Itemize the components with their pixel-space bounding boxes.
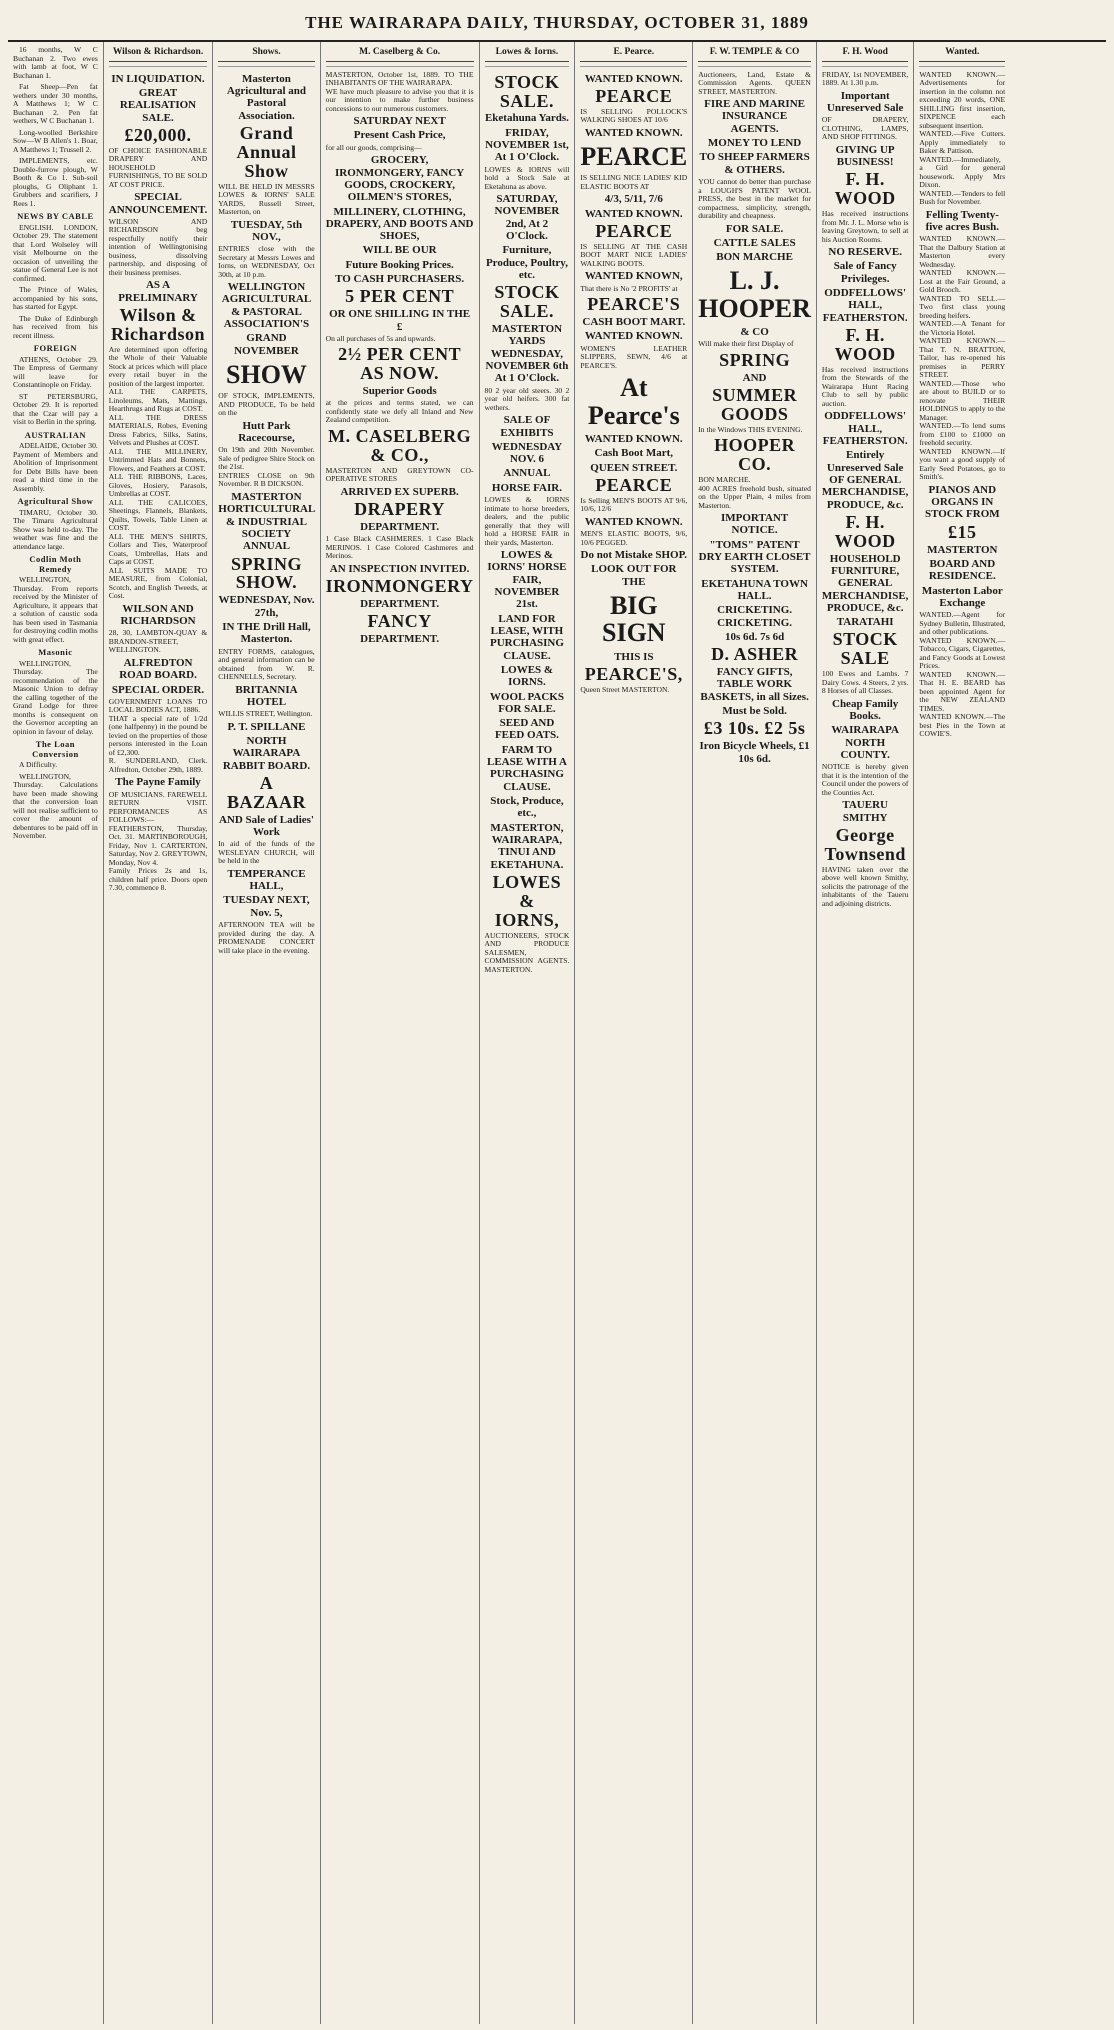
ad-line-mid: THIS IS (614, 650, 654, 663)
ad-line-body: LOWES & IORNS intimate to horse breeders, dealers, and the public generally that they will hold a HORSE FAIR in their yards, Masterton. (484, 495, 570, 547)
ad-line-mid: ARRIVED EX SUPERB. (340, 485, 459, 498)
ad-line-body: WANTED.—Five Cutters. Apply immediately to Baker & Pattison. (919, 129, 1006, 156)
ad-line-big: PEARCE'S (587, 294, 681, 315)
ad-line-body: ALL THE CALICOES, Sheetings, Flannels, Blankets, Quilts, Towels, Table Linen at COST. (108, 497, 208, 533)
article-paragraph: 16 months, W C Buchanan 2. Two ewes with lamb at foot, W C Buchanan 1. (13, 45, 98, 80)
ad-line-mid: FOR SALE. (725, 222, 784, 235)
article-heading: Codlin Moth Remedy (29, 554, 82, 574)
ad-line-body: IS SELLING NICE LADIES' KID ELASTIC BOOTS AT (580, 173, 688, 191)
news-article (13, 497, 98, 551)
ad-line-body: OF MUSICIANS. FAREWELL RETURN VISIT. PERFORMANCES AS FOLLOWS:— FEATHERSTON, Thursday, Oct. 31. MARTINBOROUGH, Friday, Nov 1. CARTERTON, Saturday, Nov 2. GREYTOWN, Monday, Nov 4. (108, 789, 208, 867)
ad-line-mid: 4/3, 5/11, 7/6 (604, 193, 663, 206)
ad-line-body: WANTED KNOWN.—The best Pies in the Town at COWIE'S. (919, 712, 1006, 739)
column-5 (480, 42, 576, 2024)
ad-line-body: WILL BE HELD IN MESSRS LOWES & IORNS' SALE YARDS, Russell Street, Masterton, on (218, 181, 315, 217)
ad-line-mid: LOWES & IORNS. (500, 663, 554, 689)
ad-line-body: Is Selling MEN'S BOOTS AT 9/6, 10/6, 12/6 (580, 495, 688, 514)
ad-line-mid: GRAND NOVEMBER (234, 332, 299, 357)
advertisement (698, 66, 811, 771)
ad-line-mid: Do not Mistake SHOP. (580, 549, 688, 562)
ad-line-mid: ODDFELLOWS' HALL, FEATHERSTON. (822, 410, 908, 447)
ad-line-mid: CASH BOOT MART. (582, 316, 686, 329)
ad-line-body: Family Prices 2s and 1s, children half price. Doors open 7.30, commence 8. (108, 866, 208, 893)
ad-line-body: WANTED KNOWN.—That the Dalbury Station at Masterton every Wednesday. (919, 234, 1006, 269)
ad-line-mid: AN INSPECTION INVITED. (329, 562, 470, 575)
masthead-title: THE WAIRARAPA DAILY, THURSDAY, OCTOBER 31, 1889 (305, 13, 809, 32)
column-header: Wanted. (919, 46, 1005, 62)
ad-line-big: LOWES & IORNS, (492, 871, 562, 930)
ad-line-body: WILSON AND RICHARDSON beg respectfully notify their intention of Wellingtonising business, dissolving partnership, and disposing of their business premises. (108, 216, 208, 277)
ad-line-mid: MASTERTON, WAIRARAPA, TINUI AND EKETAHUNA. (490, 821, 564, 871)
advertisement (822, 66, 908, 913)
ad-line-mid: Eketahuna Yards. (484, 112, 569, 125)
ad-line-mid: BRITANNIA HOTEL (235, 683, 298, 708)
ad-line-body: MASTERTON AND GREYTOWN CO-OPERATIVE STORES (325, 465, 474, 484)
column-header: F. W. TEMPLE & CO (698, 46, 811, 62)
ad-line-mid: Iron Bicycle Wheels, £1 10s 6d. (699, 740, 810, 765)
ad-line-mid: WANTED KNOWN. (584, 515, 683, 528)
column-header: E. Pearce. (580, 46, 687, 62)
article-paragraph: WELLINGTON, Thursday. The recommendation of the Masonic Union to defray the calling together of the Grand Lodge for three months is consequent on the Governor accepting an opinion in favour of delay. (13, 658, 98, 736)
ad-line-big: IRONMONGERY (325, 576, 474, 597)
ad-line-body: AFTERNOON TEA will be provided during the day. A PROMENADE CONCERT will take place in the evening. (218, 920, 315, 955)
ad-line-mid: ANNUAL (503, 467, 551, 480)
ad-line-mid: GIVING UP BUSINESS! (835, 143, 895, 169)
news-article (13, 212, 98, 340)
ad-line-mid: IN THE Drill Hall, Masterton. (222, 620, 311, 646)
article-heading: NEWS BY CABLE (17, 211, 94, 221)
ad-line-mid: BOARD AND RESIDENCE. (928, 557, 996, 583)
ad-line-mid: TEMPERANCE HALL, (227, 867, 306, 893)
ad-line-big: DRAPERY (354, 499, 446, 520)
ad-line-body: Are determined upon offering the Whole of their Valuable Stock at prices which will place every retail buyer in the position of the largest importer. (108, 344, 208, 388)
ad-line-mid: WANTED KNOWN. (584, 126, 683, 139)
ad-line-big: F. H. WOOD (834, 325, 896, 364)
ad-line-mid: AND Sale of Ladies' Work (218, 813, 314, 839)
article-heading: Masonic (38, 647, 73, 658)
ad-line-big: 5 PER CENT (345, 286, 455, 307)
ad-line-body: Queen Street MASTERTON. (580, 684, 670, 694)
masthead (8, 6, 1106, 42)
ad-line-body: ENTRIES CLOSE on 9th November. R B DICKSON. (218, 470, 315, 489)
ad-line-mid: DEPARTMENT. (360, 597, 440, 610)
ad-line-huge: PEARCE (580, 142, 688, 172)
ad-line-body: THAT a special rate of 1/2d (one halfpenny) in the pound be levied on the properties of those persons interested in the Loan of £2,300. (108, 713, 208, 757)
ad-line-body: ALL THE CARPETS, Linoleums, Mats, Mattings, Hearthrugs and Rugs at COST. (108, 387, 208, 414)
ad-line-big: PEARCE (595, 85, 673, 106)
ad-line-mid: HORSE FAIR. (491, 481, 562, 494)
ad-line-mid: IMPORTANT NOTICE. (720, 512, 789, 537)
ad-line-mid: AND (742, 371, 767, 384)
ad-line-body: WANTED.—Immediately, a Girl for general housework. Apply Mrs Dixon. (919, 154, 1006, 190)
ad-line-body: In aid of the funds of the WESLEYAN CHURCH, will be held in the (218, 839, 315, 866)
ad-line-body: LOWES & IORNS will hold a Stock Sale at Eketahuna as above. (484, 164, 570, 191)
ad-line-mid: MONEY TO LEND (707, 137, 802, 150)
ad-line-mid: MASTERTON YARDS WEDNESDAY, NOVEMBER 6th At 1 O'Clock. (485, 323, 569, 385)
ad-line-mid: ALFREDTON ROAD BOARD. (119, 656, 197, 682)
ad-line-body: OF DRAPERY, CLOTHING, LAMPS, AND SHOP FITTINGS. (821, 115, 909, 142)
article-paragraph: IMPLEMENTS, etc. Double-furrow plough, W Booth & Co 1. Sub-soil ploughs, G Oliphant 1. Grubbers and scarifiers, J Rees 1. (13, 156, 98, 208)
ad-line-big: F. H. WOOD (834, 511, 896, 551)
ad-line-body: for all our goods, comprising— (325, 142, 422, 152)
ad-line-body: Has received instructions from the Stewards of the Wairarapa Hunt Racing Club to sell by public auction. (821, 364, 909, 408)
ad-line-mid: Entirely Unreserved Sale OF GENERAL MERCHANDISE, PRODUCE, &c. (821, 449, 909, 511)
ad-line-mid: SALE OF EXHIBITS (500, 414, 554, 439)
article-paragraph: WELLINGTON, Thursday. From reports received by the Minister of Agriculture, it appears that a solution of caustic soda has been used in Tasmania for destroying codlin moths with great effect. (13, 575, 98, 644)
ad-line-body: HAVING taken over the above well known Smithy, solicits the patronage of the inhabitants of the Taueru and adjoining districts. (821, 864, 909, 908)
ad-line-mid: WILSON AND RICHARDSON (120, 602, 196, 628)
ad-line-mid: NO RESERVE. (828, 246, 902, 259)
ad-line-mid: PIANOS AND ORGANS IN STOCK FROM (924, 483, 1000, 521)
ad-line-body: ALL SUITS MADE TO MEASURE, from Colonial, Scotch, and English Tweeds, at Cost. (108, 565, 208, 601)
ad-line-body: MEN'S ELASTIC BOOTS, 9/6, 10/6 PEGGED. (580, 529, 688, 547)
column-header: Lowes & Iorns. (485, 46, 570, 62)
advertisement (485, 66, 570, 978)
ad-line-huge: SHOW (226, 360, 307, 390)
ad-line-body: On all purchases of 5s and upwards. (325, 333, 436, 343)
ad-line-big: F. H. WOOD (834, 169, 896, 209)
ad-line-body: OF STOCK, IMPLEMENTS, AND PRODUCE, To be held on the (218, 391, 315, 418)
column-header: Wilson & Richardson. (109, 46, 208, 62)
article-paragraph: Long-woolled Berkshire Sow—W B Allen's 1. Boar, A Matthews 1; Trussell 2. (13, 127, 98, 154)
ad-line-mid: SPECIAL ANNOUNCEMENT. (108, 191, 208, 216)
ad-line-big: £20,000. (124, 124, 192, 145)
ad-line-body: MASTERTON, October 1st, 1889. TO THE INHABITANTS OF THE WAIRARAPA. (325, 69, 474, 88)
column-grid (8, 42, 1106, 2024)
article-paragraph: ENGLISH. LONDON, October 29. The statement that Lord Wolseley will visit Melbourne on the occasion of unveiling the statue of General Lee is not confirmed. (13, 222, 98, 283)
news-article (13, 431, 98, 494)
ad-line-mid: SEED AND FEED OATS. (494, 717, 559, 742)
ad-line-body: WANTED KNOWN.—That H. E. BEARD has been appointed Agent for the NEW ZEALAND TIMES. (919, 669, 1006, 713)
ad-line-mid: MILLINERY, CLOTHING, DRAPERY, AND BOOTS AND SHOES, (325, 205, 474, 243)
ad-line-body: 28, 30, LAMBTON-QUAY & BRANDON-STREET, WELLINGTON. (108, 628, 208, 655)
ad-line-mid: TO SHEEP FARMERS & OTHERS. (699, 151, 810, 176)
ad-line-body: YOU cannot do better than purchase a LOUGH'S PATENT WOOL PRESS, the best in the market for compactness, simplicity, strength, durability and cheapness. (698, 177, 811, 220)
ad-line-mid: OR ONE SHILLING IN THE £ (329, 308, 471, 333)
advertisement (218, 66, 314, 959)
ad-line-body: Will make their first Display of (698, 339, 794, 349)
ad-line-mid: FRIDAY, NOVEMBER 1st, At 1 O'Clock. (485, 126, 569, 164)
article-heading: The Loan Conversion (32, 739, 79, 759)
column-6 (575, 42, 693, 2024)
ad-line-mid: IN LIQUIDATION. (111, 72, 205, 85)
article-paragraph: The Duke of Edinburgh has received from his recent illness. (13, 313, 98, 340)
ad-line-body: WANTED.—Tenders to fell Bush for November. (919, 188, 1006, 207)
ad-line-body: WANTED KNOWN.—Tobacco, Cigars, Cigarettes, and Fancy Goods at Lowest Prices. (919, 635, 1006, 671)
ad-line-mid: TUESDAY NEXT, Nov. 5, (223, 894, 310, 919)
column-8 (817, 42, 914, 2024)
ad-line-mid: WANTED KNOWN, (584, 270, 683, 283)
ad-line-mid: Cash Boot Mart, (594, 447, 674, 460)
ad-line-body: IS SELLING POLLOCK'S WALKING SHOES AT 10/6 (580, 106, 688, 125)
ad-line-body: R. SUNDERLAND, Clerk. Alfredton, October 29th, 1889. (108, 756, 208, 774)
column-2 (104, 42, 214, 2024)
ad-line-mid: TUESDAY, 5th NOV., (230, 218, 303, 243)
ad-line-mid: MASTERTON HORTICULTURAL & INDUSTRIAL SOCIETY ANNUAL (218, 490, 316, 553)
ad-line-big: PEARCE (595, 474, 673, 495)
ad-line-big: SUMMER GOODS (712, 385, 798, 424)
ad-line-body: 1 Case Black CASHMERES. 1 Case Black MERINOS. 1 Case Colored Cashmeres and Merinos. (325, 534, 474, 561)
column-3 (213, 42, 320, 2024)
column-9 (914, 42, 1010, 2024)
ad-line-mid: DEPARTMENT. (360, 633, 440, 646)
ad-line-mid: WANTED KNOWN. (584, 432, 683, 445)
ad-line-big: M. CASELBERG & CO., (328, 425, 472, 465)
article-heading: AUSTRALIAN (24, 429, 86, 440)
ad-line-mid: The Payne Family (115, 776, 201, 789)
ad-line-body: WANTED.—To lend sums from £100 to £1000 on freehold security. (919, 421, 1006, 448)
ad-line-big: £3 10s. £2 5s (703, 718, 806, 739)
ad-line-body: FRIDAY, 1st NOVEMBER, 1889. At 1.30 p.m. (821, 69, 909, 88)
ad-line-body: Auctioneers, Land, Estate & Commission Agents. QUEEN STREET, MASTERTON. (698, 69, 811, 96)
ad-line-body: OF CHOICE FASHIONABLE DRAPERY AND HOUSEHOLD FURNISHINGS, TO BE SOLD AT COST PRICE. (108, 145, 208, 189)
ad-line-mid: TAUERU SMITHY (842, 799, 888, 824)
ad-line-mid: "TOMS" PATENT DRY EARTH CLOSET SYSTEM. (698, 538, 811, 576)
ad-line-body: WOMEN'S LEATHER SLIPPERS, SEWN, 4/6 at PEARCE'S. (580, 343, 688, 370)
article-heading: Agricultural Show (17, 496, 94, 507)
ad-line-mid: Superior Goods (362, 385, 437, 398)
ad-line-body: WANTED.—A Tenant for the Victoria Hotel. (919, 319, 1006, 337)
ad-line-mid: BON MARCHE (716, 251, 793, 264)
ad-line-mid: CATTLE SALES (713, 236, 796, 249)
news-article (13, 46, 98, 208)
article-heading: FOREIGN (33, 343, 77, 354)
ad-line-mid: NORTH WAIRARAPA RABBIT BOARD. (222, 735, 311, 772)
ad-line-huge: At Pearce's (587, 373, 680, 430)
ad-line-mid: WILL BE OUR (362, 244, 437, 257)
ad-line-mid: WELLINGTON AGRICULTURAL & PASTORAL ASSOCIATION'S (221, 281, 312, 331)
ad-line-mid: P. T. SPILLANE (227, 720, 306, 733)
article-paragraph: ADELAIDE, October 30. Payment of Members and Abolition of Imprisonment for Debt Bills have been read a third time in the Assembly. (13, 441, 98, 493)
ad-line-body: ALL THE DRESS MATERIALS, Robes, Evening Dress Fabrics, Silks, Satins, Velvets and Plushes at COST. (108, 412, 208, 448)
ad-line-mid: QUEEN STREET. (590, 461, 678, 474)
ad-line-mid: Furniture, Produce, Poultry, etc. (485, 244, 568, 282)
ad-line-mid: GROCERY, IRONMONGERY, FANCY GOODS, CROCKERY, OILMEN'S STORES, (335, 154, 465, 204)
ad-line-mid: Present Cash Price, (353, 129, 446, 142)
ad-line-body: WANTED KNOWN.—Advertisements for insertion in the column not exceeding 20 words, ONE SHILLING first insertion, SIXPENCE each subsequent insertion. (919, 69, 1006, 130)
ad-line-mid: Cheap Family Books. (832, 697, 899, 723)
ad-line-body: WANTED KNOWN.—If you want a good supply of Early Seed Potatoes, go to Smith's. (919, 446, 1006, 482)
ad-line-mid: Masterton Agricultural and Pastoral Association. (226, 72, 307, 122)
column-header: M. Caselberg & Co. (326, 46, 474, 62)
ad-line-mid: 10s 6d. 7s 6d (724, 630, 785, 643)
column-7 (693, 42, 817, 2024)
article-paragraph: ATHENS, October 29. The Empress of Germany will leave for Constantinople on Friday. (13, 354, 98, 390)
column-4 (321, 42, 480, 2024)
article-paragraph: A Difficulty. (19, 760, 58, 770)
ad-line-body: WANTED.—Agent for Sydney Bulletin, Illustrated, and other publications. (919, 610, 1006, 637)
ad-line-body: WE have much pleasure to advise you that it is our intention to make further business concessions to our numerous customers. (325, 86, 474, 113)
advertisement (109, 66, 208, 897)
ad-line-mid: & CO (740, 326, 769, 339)
ad-line-mid: EKETAHUNA TOWN HALL. (701, 577, 808, 602)
ad-line-body: 100 Ewes and Lambs. 7 Dairy Cows. 4 Steers, 2 yrs. 8 Horses of all Classes. (821, 669, 909, 696)
news-article (13, 740, 98, 841)
ad-line-big: STOCK SALE. (494, 282, 560, 322)
ad-line-mid: Felling Twenty-five acres Bush. (925, 208, 1000, 233)
ad-line-mid: Important Unreserved Sale (826, 89, 904, 114)
ad-line-mid: GREAT REALISATION SALE. (119, 86, 197, 124)
ad-line-mid: LOWES & IORNS' HORSE FAIR, NOVEMBER 21st. (487, 549, 567, 611)
news-article (13, 648, 98, 736)
ad-line-big: Wilson & Richardson (111, 305, 206, 344)
article-paragraph: ST PETERSBURG, October 29. It is reported that the Czar will pay a visit to Berlin in the spring. (13, 391, 98, 427)
ad-line-big: SPRING SHOW. (230, 553, 302, 593)
ad-line-big: George Townsend (824, 824, 906, 864)
article-paragraph: WELLINGTON, Thursday. Calculations have been made showing that the conversion loan will not realise sufficient to cover the amount of debentures to be paid off in November. (13, 771, 98, 841)
ad-line-mid: TO CASH PURCHASERS. (335, 273, 465, 286)
ad-line-mid: FANCY GIFTS, TABLE WORK BASKETS, in all Sizes. (700, 666, 809, 703)
ad-line-body: Has received instructions from Mr. J. L. Morse who is leaving Greytown, to sell at his Auction Rooms. (821, 209, 909, 244)
ad-line-mid: FIRE AND MARINE INSURANCE AGENTS. (704, 98, 805, 135)
ad-line-mid: WANTED KNOWN. (584, 330, 683, 343)
ad-line-body: AUCTIONEERS, STOCK AND PRODUCE SALESMEN, COMMISSION AGENTS. MASTERTON. (484, 930, 570, 974)
ad-line-body: ALL THE MEN'S SHIRTS, Collars and Ties, Waterproof Coats, Umbrellas, Hats and Caps at COST. (108, 531, 208, 567)
ad-line-body: IS SELLING AT THE CASH BOOT MART NICE LADIES' WALKING BOOTS. (580, 241, 688, 268)
ad-line-mid: Masterton Labor Exchange (921, 584, 1003, 609)
ad-line-big: A BAZAAR (226, 772, 306, 812)
ad-line-mid: TARATAHI (836, 616, 894, 629)
ad-line-mid: DEPARTMENT. (360, 520, 440, 533)
ad-line-body: ALL THE MILLINERY, Untrimmed Hats and Bonnets, Flowers, and Feathers at COST. (108, 446, 208, 473)
ad-line-body: WANTED.—Those who are about to BUILD or to renovate THEIR HOLDINGS to apply to the Manager. (919, 378, 1006, 422)
ad-line-mid: Must be Sold. (722, 705, 787, 718)
ad-line-huge: BIG SIGN (602, 590, 666, 648)
ad-line-body: 400 ACRES freehold bush, situated on the Upper Plain, 4 miles from Masterton. (698, 483, 811, 510)
ad-line-body: WANTED KNOWN.—Lost at the Fair Ground, a Gold Brooch. (919, 268, 1006, 295)
ad-line-mid: MASTERTON (927, 543, 998, 556)
ad-line-big: STOCK SALE (832, 629, 898, 669)
ad-line-mid: SPECIAL ORDER. (111, 683, 205, 696)
ad-line-mid: Future Booking Prices. (345, 258, 454, 271)
advertisement (580, 66, 687, 699)
ad-line-body: WANTED KNOWN.—That T. N. BRATTON, Tailor, has re-opened his premises in PERRY STREET. (919, 336, 1006, 380)
ad-line-mid: AS A PRELIMINARY (118, 279, 198, 304)
ad-line-body: ALL THE RIBBONS, Laces, Gloves, Hosiery, Parasols, Umbrellas at COST. (108, 472, 208, 499)
ad-line-mid: HOUSEHOLD FURNITURE, GENERAL MERCHANDISE, PRODUCE, &c. (821, 552, 909, 614)
ad-line-body: WILLIS STREET, Wellington. (218, 709, 313, 719)
ad-line-mid: WANTED KNOWN. (584, 207, 683, 220)
ad-line-mid: Sale of Fancy Privileges. (833, 260, 897, 285)
ad-line-mid: WANTED KNOWN. (584, 72, 683, 85)
ad-line-mid: Hutt Park Racecourse, (238, 419, 295, 445)
ad-line-body: BON MARCHE. (698, 475, 751, 485)
ad-line-huge: L. J. HOOPER (698, 266, 811, 323)
ad-line-mid: FARM TO LEASE WITH A PURCHASING CLAUSE. (487, 743, 567, 793)
ad-line-mid: WEDNESDAY NOV. 6 (491, 440, 563, 466)
ad-line-big: 2½ PER CENT AS NOW. (338, 344, 462, 384)
article-paragraph: The Prince of Wales, accompanied by his sons, has started for Egypt. (13, 285, 98, 312)
ad-line-body: GOVERNMENT LOANS TO LOCAL BODIES ACT, 1886. (108, 696, 208, 715)
column-header: Shows. (218, 46, 314, 62)
ad-line-body: That there is No '2 PROFITS' at (580, 283, 678, 293)
ad-line-mid: SATURDAY, NOVEMBER 2nd, At 2 O'Clock. (494, 193, 560, 243)
ad-line-body: On 19th and 20th November. Sale of pedigree Shire Stock on the 21st. (218, 445, 315, 472)
article-paragraph: Fat Sheep—Pen fat wethers under 30 months, A Matthews 1; W C Buchanan 2. Pen fat wethers, W C Buchanan 1. (13, 82, 98, 125)
ad-line-mid: LOOK OUT FOR THE (591, 563, 677, 588)
news-article (13, 344, 98, 427)
ad-line-big: D. ASHER (711, 644, 799, 665)
ad-line-big: PEARCE'S, (584, 663, 683, 684)
ad-line-mid: LAND FOR LEASE, WITH PURCHASING CLAUSE. (489, 612, 564, 662)
ad-line-body: In the Windows THIS EVENING. (698, 424, 803, 434)
ad-line-body: WANTED TO SELL.—Two first class young breeding heifers. (919, 293, 1006, 320)
ad-line-body: 80 2 year old steers. 30 2 year old heifers. 300 fat wethers. (484, 385, 570, 412)
ad-line-body: ENTRIES close with the Secretary at Messrs Lowes and Iorns, on WEDNESDAY, Oct 30th, at 10 p.m. (218, 244, 315, 279)
ad-line-big: STOCK SALE. (494, 71, 560, 111)
ad-line-mid: ODDFELLOWS' HALL, FEATHERSTON. (822, 287, 908, 324)
ad-line-mid: CRICKETING. CRICKETING. (717, 604, 793, 629)
ad-line-big: SPRING (719, 349, 791, 370)
ad-line-body: at the prices and terms stated, we can confidently state we defy all Inland and New Zealand competition. (325, 398, 474, 425)
ad-line-big: HOOPER CO. (714, 435, 796, 475)
ad-line-big: PEARCE (595, 221, 673, 242)
ad-line-body: ENTRY FORMS, catalogues, and general information can be obtained from W. R. CHENNELLS, Secretary. (218, 646, 315, 682)
ad-line-body: NOTICE is hereby given that it is the intention of the Council under the powers of the Counties Act. (821, 762, 909, 797)
ad-line-mid: SATURDAY NEXT (353, 115, 446, 128)
article-paragraph: TIMARU, October 30. The Timaru Agricultural Show was held to-day. The weather was fine and the attendance large. (13, 507, 98, 551)
ad-line-mid: Stock, Produce, etc., (490, 795, 564, 820)
ad-line-big: £15 (948, 521, 977, 542)
ad-line-mid: WOOL PACKS FOR SALE. (489, 690, 564, 715)
column-1 (8, 42, 104, 2024)
advertisement (326, 66, 474, 652)
ad-line-big: FANCY (367, 611, 432, 632)
ad-line-mid: WAIRARAPA NORTH COUNTY. (831, 724, 899, 761)
ad-line-mid: WEDNESDAY, Nov. 27th, (218, 594, 315, 619)
advertisement (919, 66, 1005, 743)
column-header: F. H. Wood (822, 46, 908, 62)
ad-line-big: Grand Annual Show (236, 122, 297, 181)
news-article (13, 555, 98, 644)
